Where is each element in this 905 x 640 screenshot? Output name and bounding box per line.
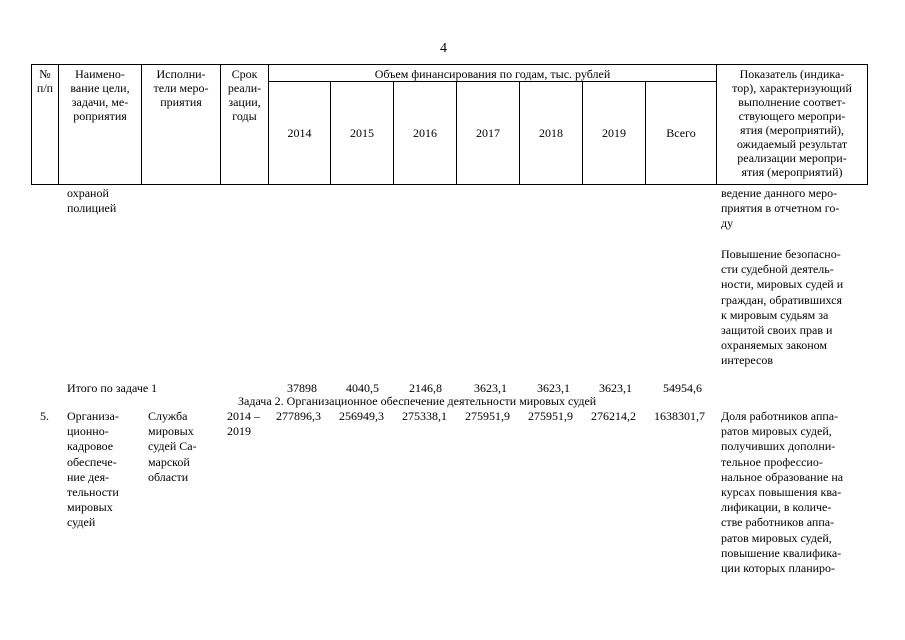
total-task1-2015: 4040,5 — [346, 381, 379, 395]
header-col-term: Срок реали- зации, годы — [227, 67, 262, 123]
row5-term: 2014 – 2019 — [227, 409, 260, 439]
header-col-name: Наимено- вание цели, задачи, ме- роприятия — [70, 67, 130, 123]
total-task1-2018: 3623,1 — [537, 381, 570, 395]
header-year-2014: 2014 — [287, 126, 312, 140]
row5-name: Организа- ционно- кадровое обеспече- ние дея- тельности мировых судей — [67, 409, 119, 530]
total-task1-2016: 2146,8 — [409, 381, 442, 395]
header-total: Всего — [666, 126, 696, 140]
row5-total: 1638301,7 — [654, 409, 705, 423]
header-year-2018: 2018 — [539, 126, 563, 140]
task2-title: Задача 2. Организационное обеспечение деятельности мировых судей — [238, 394, 597, 408]
row5-number: 5. — [40, 409, 49, 423]
row5-2018: 275951,9 — [528, 409, 573, 423]
header-col-executor: Исполни- тели меро- приятия — [153, 67, 209, 109]
header-col-finance: Объем финансирования по годам, тыс. рублей — [374, 67, 611, 81]
header-year-2019: 2019 — [602, 126, 626, 140]
row5-executor: Служба мировых судей Са- марской области — [148, 409, 197, 484]
total-task1-2017: 3623,1 — [474, 381, 507, 395]
row5-2015: 256949,3 — [339, 409, 384, 423]
total-task1-label: Итого по задаче 1 — [67, 381, 158, 395]
continuation-indicator: ведение данного меро- приятия в отчетном го- ду — [721, 186, 840, 231]
header-year-2017: 2017 — [476, 126, 500, 140]
header-col-indicator: Показатель (индика- тор), характеризующий выполнение соответ- ствующего меропри- ятия (мероприятий), ожидаемый результат реализации меропри- ятия (мероприятий) — [732, 67, 852, 179]
continuation-indicator-result: Повышение безопасно- сти судебной деятель- ности, мировых судей и граждан, обратившихся к мировым судьям за защитой своих прав и охраняемых законом интересов — [721, 247, 844, 368]
row5-indicator: Доля работников аппа- ратов мировых судей, получивших дополни- тельное профессио- нальное образование на курсах повышения ква- лификации, в количе- стве работников аппа- ратов мировых судей, повышение квалифика- ции которых планиро- — [721, 409, 844, 576]
continuation-name: охраной полицией — [67, 186, 117, 216]
row5-2017: 275951,9 — [465, 409, 510, 423]
header-col-number: № п/п — [36, 67, 54, 95]
header-year-2015: 2015 — [350, 126, 374, 140]
total-task1-sum: 54954,6 — [663, 381, 702, 395]
total-task1-2019: 3623,1 — [599, 381, 632, 395]
row5-2016: 275338,1 — [402, 409, 447, 423]
page-number: 4 — [440, 41, 447, 56]
row5-2019: 276214,2 — [591, 409, 636, 423]
row5-2014: 277896,3 — [276, 409, 321, 423]
header-year-2016: 2016 — [413, 126, 437, 140]
total-task1-2014: 37898 — [287, 381, 317, 395]
